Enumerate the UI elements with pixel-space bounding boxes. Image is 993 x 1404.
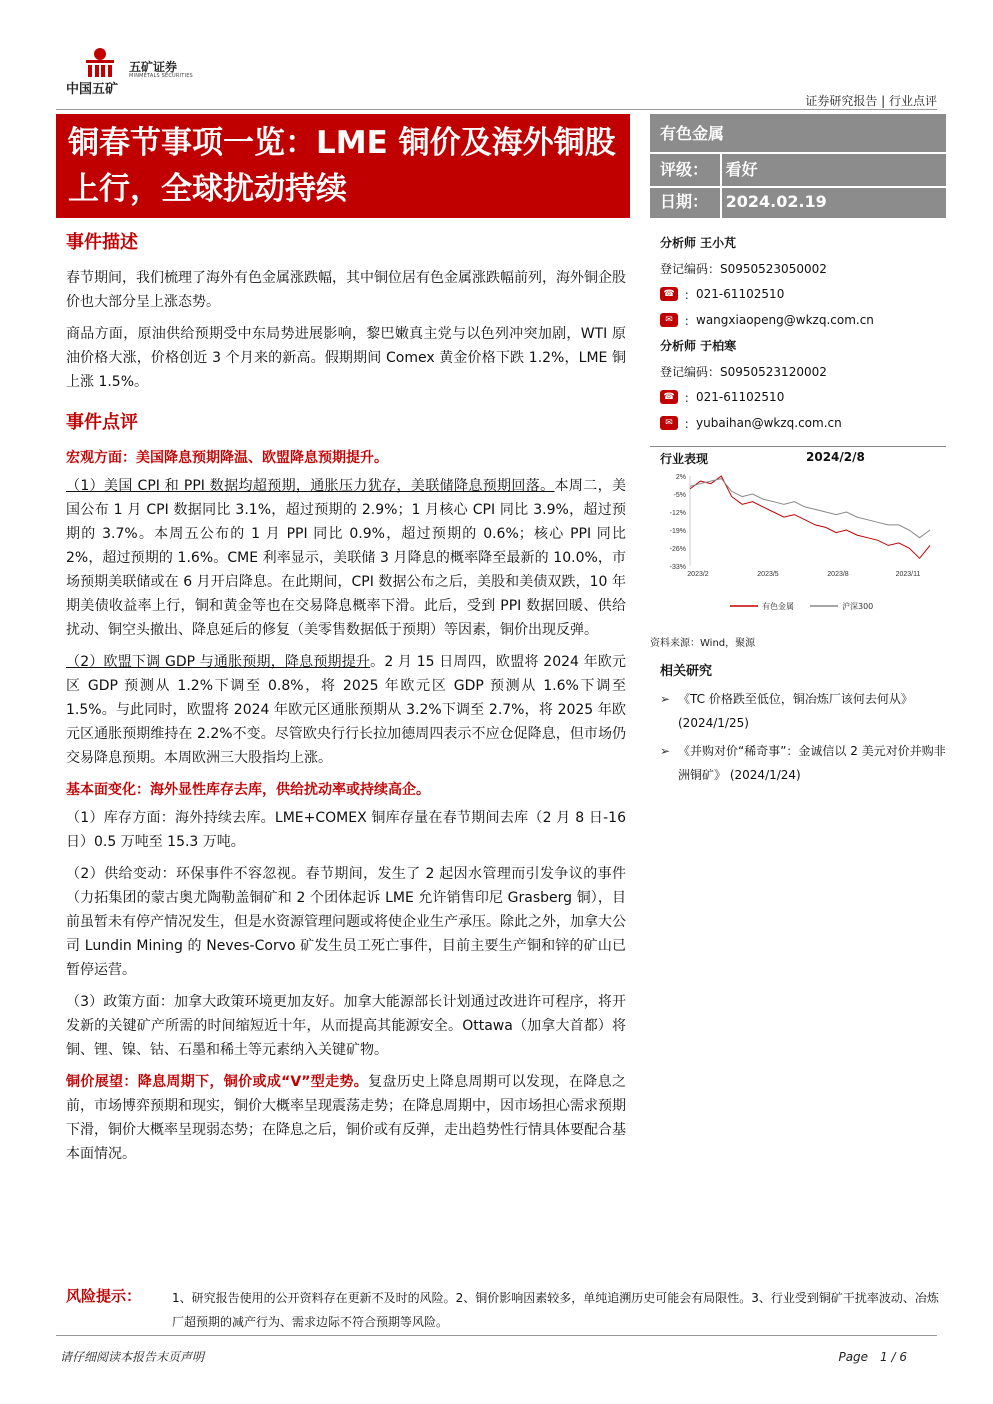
analyst-email[interactable]: yubaihan@wkzq.com.cn bbox=[696, 416, 842, 430]
arrow-icon: ➢ bbox=[660, 744, 671, 758]
series-line bbox=[690, 476, 930, 558]
chart-date: 2024/2/8 bbox=[806, 450, 865, 464]
fundamental-paragraph: （2）供给变动：环保事件不容忽视。春节期间，发生了 2 起因水管理而引发争议的事件（力拓集团的蒙古奥尤陶勒盖铜矿和 2 个团体起诉 LME 允许销售印尼 Grasberg 铜），目前虽暂未有停产情况发生，但是水资源管理问题或将使企业生产承压。除此之外，加拿大公司 Lundin Mining 的 Neves-Corvo 矿发生员工死亡事件，目前主要生产铜和锌的矿山已暂停运营。 bbox=[66, 866, 626, 978]
analyst-name: 分析师 于柏寒 bbox=[660, 339, 737, 353]
analyst-panel bbox=[660, 234, 942, 440]
related-date: (2024/1/24) bbox=[729, 768, 801, 782]
macro-paragraph-2 bbox=[66, 650, 626, 770]
event-paragraph: 春节期间，我们梳理了海外有色金属涨跌幅，其中铜位居有色金属涨跌幅前列，海外铜企股价也大部分呈上涨态势。 bbox=[66, 270, 626, 310]
y-tick-label: 2% bbox=[675, 474, 686, 481]
fundamental-paragraph: （3）政策方面：加拿大政策环境更加友好。加拿大能源部长计划通过改进许可程序，将开发新的关键矿产所需的时间缩短近十年，从而提高其能源安全。Ottawa（加拿大首都）将铜、锂、镍、钴、石墨和稀土等元素纳入关键矿物。 bbox=[66, 994, 626, 1058]
chart-source: 资料来源：Wind，聚源 bbox=[650, 638, 756, 649]
y-tick-label: -12% bbox=[669, 510, 686, 517]
chart-svg bbox=[650, 466, 946, 636]
macro-text-1: 本周二，美国公布 1 月 CPI 数据同比 3.1%，超过预期的 2.9%；1 月核心 CPI 同比 3.9%，超过预期的 3.7%。本周五公布的 1 月 PPI 同比 0.9%，超过预期的 0.6%；核心 PPI 同比 2%，超过预期的 1.6%。CME 利率显示，美联储 3 月降息的概率降至最新的 10.0%，市场预期美联储或在 6 月开启降息。在此期间，CPI 数据公布之后，美股和美债双跌，10 年期美债收益率上行，铜和黄金等也在交易降息概率下滑。此后，受到 PPI 数据回暖、供给扰动、铜空头撤出、降息延后的修复（美零售数据低于预期）等因素，铜价出现反弹。 bbox=[66, 478, 626, 638]
header-divider bbox=[56, 109, 937, 110]
outlook-paragraph bbox=[66, 1070, 626, 1166]
macro-text-2: 。2 月 15 日周四，欧盟将 2024 年欧元区 GDP 预测从 1.2%下调至 0.8%，将 2025 年欧元区 GDP 预测从 1.6%下调至 1.5%。与此同时，欧盟将 2024 年欧元区通胀预期从 3.2%下调至 2.7%，将 2025 年欧元区通胀预期维持在 2.2%不变。尽管欧央行行长拉加德周四表示不应仓促降息，但市场仍交易降息预期。本周欧洲三大股指均上涨。 bbox=[66, 654, 626, 766]
main-content bbox=[66, 228, 626, 1174]
analyst-name: 分析师 王小芃 bbox=[660, 236, 737, 250]
analyst-reg: 登记编码：S0950523050002 bbox=[660, 261, 827, 276]
related-title: 《TC 价格跌至低位，铜冶炼厂该何去何从》 bbox=[678, 692, 913, 706]
y-tick-label: -19% bbox=[669, 528, 686, 535]
colon: ： bbox=[684, 416, 697, 431]
macro-point-2: （2）欧盟下调 GDP 与通胀预期，降息预期提升 bbox=[66, 654, 371, 670]
securities-name-en: MINMETALS SECURITIES bbox=[129, 73, 193, 79]
analyst-phone: 021-61102510 bbox=[696, 390, 785, 404]
footer-divider bbox=[56, 1335, 937, 1336]
securities-name: 五矿证券 bbox=[129, 60, 178, 74]
date-value: 2024.02.19 bbox=[725, 192, 827, 211]
minmetals-logo-icon bbox=[80, 44, 120, 80]
analyst-phone-row bbox=[660, 285, 942, 303]
page-number: Page 1 / 6 bbox=[838, 1350, 907, 1364]
rating-value: 看好 bbox=[725, 160, 758, 179]
event-heading: 事件描述 bbox=[66, 232, 138, 253]
company-name: 中国五矿 bbox=[66, 82, 119, 97]
fundamental-heading: 基本面变化：海外显性库存去库，供给扰动率或持续高企。 bbox=[66, 782, 430, 798]
y-tick-label: -26% bbox=[669, 546, 686, 553]
phone-icon: ☎ bbox=[660, 390, 678, 404]
risk-label: 风险提示： bbox=[66, 1287, 142, 1305]
related-date: (2024/1/25) bbox=[678, 716, 749, 730]
chart-title: 行业表现 bbox=[660, 452, 709, 466]
fundamental-paragraph: （1）库存方面：海外持续去库。LME+COMEX 铜库存量在春节期间去库（2 月 8 日-16 日）0.5 万吨至 15.3 万吨。 bbox=[66, 810, 626, 850]
analyst-phone-row bbox=[660, 388, 942, 406]
review-heading: 事件点评 bbox=[66, 412, 138, 433]
analyst-email-row bbox=[660, 311, 942, 329]
phone-icon: ☎ bbox=[660, 287, 678, 301]
x-tick-label: 2023/5 bbox=[757, 571, 779, 578]
sector-label: 有色金属 bbox=[660, 124, 725, 143]
date-label: 日期： bbox=[660, 192, 709, 211]
rating-row bbox=[650, 154, 946, 186]
arrow-icon: ➢ bbox=[660, 692, 671, 706]
date-row bbox=[650, 186, 946, 218]
y-tick-label: -33% bbox=[669, 564, 686, 571]
rating-box bbox=[650, 114, 946, 218]
x-tick-label: 2023/11 bbox=[895, 571, 921, 578]
analyst-phone: 021-61102510 bbox=[696, 287, 785, 301]
sector-row bbox=[650, 118, 946, 150]
email-icon: ✉ bbox=[660, 313, 678, 327]
colon: ： bbox=[684, 287, 697, 302]
report-title: 铜春节事项一览：LME 铜价及海外铜股上行，全球扰动持续 bbox=[56, 114, 630, 218]
x-tick-label: 2023/2 bbox=[687, 571, 709, 578]
colon: ： bbox=[684, 313, 697, 328]
risk-text: 1、研究报告使用的公开资料存在更新不及时的风险。2、铜价影响因素较多，单纯追溯历史可能会有局限性。3、行业受到铜矿干扰率波动、冶炼厂超预期的减产行为、需求边际不符合预期等风险。 bbox=[172, 1291, 939, 1329]
related-research bbox=[660, 660, 946, 787]
report-type: 证券研究报告 | 行业点评 bbox=[805, 94, 937, 108]
macro-heading: 宏观方面：美国降息预期降温、欧盟降息预期提升。 bbox=[66, 450, 388, 466]
related-item[interactable] bbox=[660, 739, 946, 787]
macro-point-1: （1）美国 CPI 和 PPI 数据均超预期，通胀压力犹存，美联储降息预期回落。 bbox=[66, 478, 555, 494]
email-icon: ✉ bbox=[660, 416, 678, 430]
related-item[interactable] bbox=[660, 687, 946, 735]
event-paragraph: 商品方面，原油供给预期受中东局势进展影响，黎巴嫩真主党与以色列冲突加剧，WTI 原油价格大涨，价格创近 3 个月来的新高。假期期间 Comex 黄金价格下跌 1.2%，LME 铜上涨 1.5%。 bbox=[66, 326, 626, 390]
outlook-text: 复盘历史上降息周期可以发现，在降息之前，市场博弈预期和现实，铜价大概率呈现震荡走势；在降息周期中，因市场担心需求预期下滑，铜价大概率呈现弱态势；在降息之后，铜价或有反弹，走出趋势性行情具体要配合基本面情况。 bbox=[66, 1074, 626, 1162]
legend-label: 有色金属 bbox=[762, 602, 794, 611]
series-line bbox=[690, 479, 930, 538]
analyst-reg: 登记编码：S0950523120002 bbox=[660, 364, 827, 379]
related-title: 《并购对价“稀奇事”：金诚信以 2 美元对价并购非洲铜矿》 bbox=[678, 744, 946, 782]
macro-paragraph-1 bbox=[66, 474, 626, 642]
analyst-email-row bbox=[660, 414, 942, 432]
chart-top-divider bbox=[650, 446, 946, 447]
outlook-heading: 铜价展望：降息周期下，铜价或成“V”型走势。 bbox=[66, 1074, 369, 1090]
related-heading: 相关研究 bbox=[660, 664, 713, 679]
legend-label: 沪深300 bbox=[842, 602, 874, 611]
colon: ： bbox=[684, 390, 697, 405]
y-tick-label: -5% bbox=[673, 492, 686, 499]
side-vdivider bbox=[720, 154, 722, 218]
rating-label: 评级： bbox=[660, 160, 709, 179]
industry-performance-chart bbox=[650, 446, 946, 626]
footer-disclaimer: 请仔细阅读本报告末页声明 bbox=[60, 1350, 205, 1364]
x-tick-label: 2023/8 bbox=[827, 571, 849, 578]
analyst-email[interactable]: wangxiaopeng@wkzq.com.cn bbox=[696, 313, 874, 327]
